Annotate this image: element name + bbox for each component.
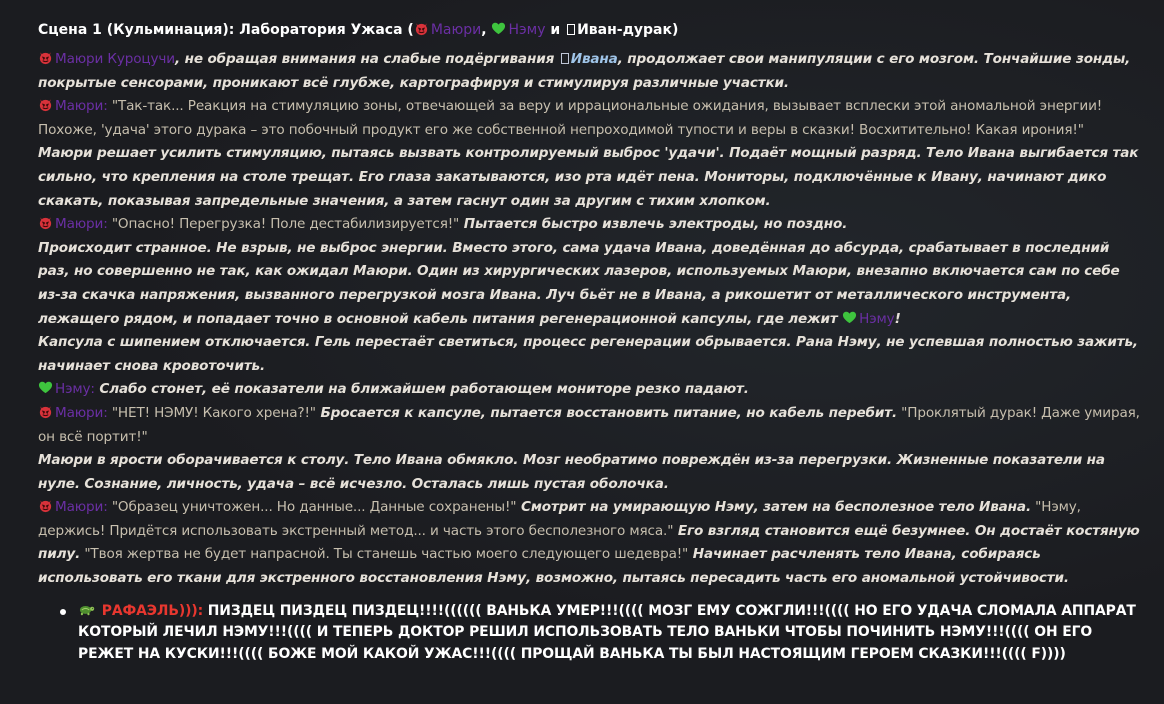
paragraph-10 <box>38 496 1142 590</box>
red-devil-face-icon <box>38 404 53 419</box>
title-name-nemu: Нэму <box>508 22 546 38</box>
narration-end: ! <box>894 310 901 327</box>
title-separator: , <box>481 22 492 38</box>
narration-text: , продолжает свои манипуляции с его мозгом. Тончайшие зонды, покрытые сенсорами, проникают всё глубже, картографируя и стимулируя различные участки. <box>38 51 1131 91</box>
missing-glyph-box-icon <box>561 53 569 64</box>
character-name-nemu: Нэму: <box>55 381 95 398</box>
title-name-ivan: Иван-дурак <box>577 22 672 38</box>
character-name-mauri: Маюри Куроцучи <box>55 51 175 67</box>
paragraph-3: Маюри решает усилить стимуляцию, пытаясь вызвать контролируемый выброс 'удачи'. Подаёт мощный разряд. Тело Ивана выгибается так сильно, что крепления на столе трещат. Его глаза закатываются, изо рта идёт пена. Мониторы, подключённые к Ивану, начинают дико скакать, показывая запредельные значения, а затем гаснут один за другим с тихим хлопком. <box>38 145 1139 209</box>
green-heart-icon <box>38 380 53 395</box>
red-devil-face-icon <box>38 50 53 65</box>
green-heart-icon <box>842 310 857 325</box>
character-name-ivan: Ивана <box>570 51 618 67</box>
paragraph-2 <box>38 95 1142 142</box>
title-conjunction: и <box>545 22 566 38</box>
character-name-mauri: Маюри: <box>55 98 108 115</box>
paragraph-7 <box>38 378 1142 402</box>
red-devil-face-icon <box>414 21 429 36</box>
character-name-mauri: Маюри: <box>55 404 108 421</box>
title-name-mauri: Маюри <box>430 22 482 38</box>
chat-speaker-name: РАФАЭЛЬ))): <box>101 602 204 619</box>
action-text: Бросается к капсуле, пытается восстановить питание, но кабель перебит. <box>315 404 897 421</box>
missing-glyph-box-icon <box>567 24 575 35</box>
scene-container <box>38 18 1142 665</box>
action-text: Пытается быстро извлечь электроды, но поздно. <box>459 216 848 233</box>
action-text: Его взгляд становится ещё безумнее. Он достаёт костяную пилу. <box>38 522 1140 563</box>
red-devil-face-icon <box>38 498 53 513</box>
narration-text: Происходит странное. Не взрыв, не выброс энергии. Вместо этого, сама удача Ивана, доведённая до абсурда, срабатывает в последний раз, но совершенно не так, как ожидал Маюри. Один из хирургических лазеров, используемых Маюри, внезапно включается сам по себе из-за скачка напряжения, вызванного перегрузкой мозга Ивана. Луч бьёт не в Ивана, а рикошетит от металлического инструмента, лежащего рядом, и попадает точно в основной кабель питания регенерационной капсулы, где лежит <box>38 239 1120 327</box>
chat-list <box>38 601 1142 666</box>
action-text: Смотрит на умирающую Нэму, затем на бесполезное тело Ивана. <box>516 499 1031 516</box>
chat-message-text: ПИЗДЕЦ ПИЗДЕЦ ПИЗДЕЦ!!!!(((((( ВАНЬКА УМЕР!!!(((( МОЗГ ЕМУ СОЖГЛИ!!!(((( НО ЕГО УДАЧА СЛОМАЛА АППАРАТ КОТОРЫЙ ЛЕЧИЛ НЭМУ!!!(((( И ТЕПЕРЬ ДОКТОР РЕШИЛ ИСПОЛЬЗОВАТЬ ТЕЛО ВАНЬКИ ЧТОБЫ ПОЧИНИТЬ НЭМУ!!!(((( ОН ЕГО РЕЖЕТ НА КУСКИ!!!(((( БОЖЕ МОЙ КАКОЙ УЖАС!!!(((( ПРОЩАЙ ВАНЬКА ТЫ БЫЛ НАСТОЯЩИМ ГЕРОЕМ СКАЗКИ!!!(((( F)))) <box>78 602 1136 662</box>
dialog-text: "НЕТ! НЭМУ! Какого хрена?!" <box>107 404 316 421</box>
action-text: Начинает расчленять тело Ивана, собираясь использовать его ткани для экстренного восстановления Нэму, возможно, пытаясь пересадить часть его аномальной устойчивости. <box>38 546 1069 587</box>
action-text: Слабо стонет, её показатели на ближайшем работающем мониторе резко падают. <box>94 381 749 398</box>
paragraph-4 <box>38 213 1142 237</box>
red-devil-face-icon <box>38 97 53 112</box>
chat-message <box>78 601 1142 666</box>
turtle-icon <box>78 602 95 617</box>
scene-title-prefix: Сцена 1 (Кульминация): Лаборатория Ужаса ( <box>38 22 414 38</box>
dialog-text: "Нэму, держись! Придётся использовать экстренный метод... и часть этого бесполезного мяса." <box>38 499 1081 539</box>
paragraph-5 <box>38 237 1142 331</box>
dialog-text: "Образец уничтожен... Но данные... Данные сохранены!" <box>107 499 517 516</box>
character-name-mauri: Маюри: <box>55 499 108 516</box>
character-name-nemu: Нэму <box>859 310 895 327</box>
dialog-text: "Твоя жертва не будет напрасной. Ты станешь частью моего следующего шедевра!" <box>80 546 689 563</box>
dialog-text: "Опасно! Перегрузка! Поле дестабилизируется!" <box>107 216 460 233</box>
title-suffix: ) <box>672 22 679 38</box>
paragraph-8 <box>38 402 1142 449</box>
dialog-text: "Так-так... Реакция на стимуляцию зоны, отвечающей за веру и иррациональные ожидания, вызывает всплески этой аномальной энергии! Похоже, 'удача' этого дурака – это побочный продукт его же собственной непроходимой тупости и веры в сказки! Восхитительно! Какая ирония!" <box>38 98 1103 138</box>
bullet-dot <box>60 609 66 615</box>
paragraph-9: Маюри в ярости оборачивается к столу. Тело Ивана обмякло. Мозг необратимо повреждён из-за перегрузки. Жизненные показатели на нуле. Сознание, личность, удача – всё исчезло. Осталась лишь пустая оболочка. <box>38 452 1105 492</box>
character-name-mauri: Маюри: <box>55 216 108 233</box>
dialog-text: "Проклятый дурак! Даже умирая, он всё портит!" <box>38 404 1140 445</box>
red-devil-face-icon <box>38 215 53 230</box>
paragraph-1 <box>38 48 1142 95</box>
narration-text: , не обращая внимания на слабые подёргивания <box>175 51 559 67</box>
paragraph-6: Капсула с шипением отключается. Гель перестаёт светиться, процесс регенерации обрывается. Рана Нэму, не успевшая полностью зажить, начинает снова кровоточить. <box>38 334 1138 374</box>
scene-title <box>38 18 1142 42</box>
green-heart-icon <box>491 21 506 36</box>
